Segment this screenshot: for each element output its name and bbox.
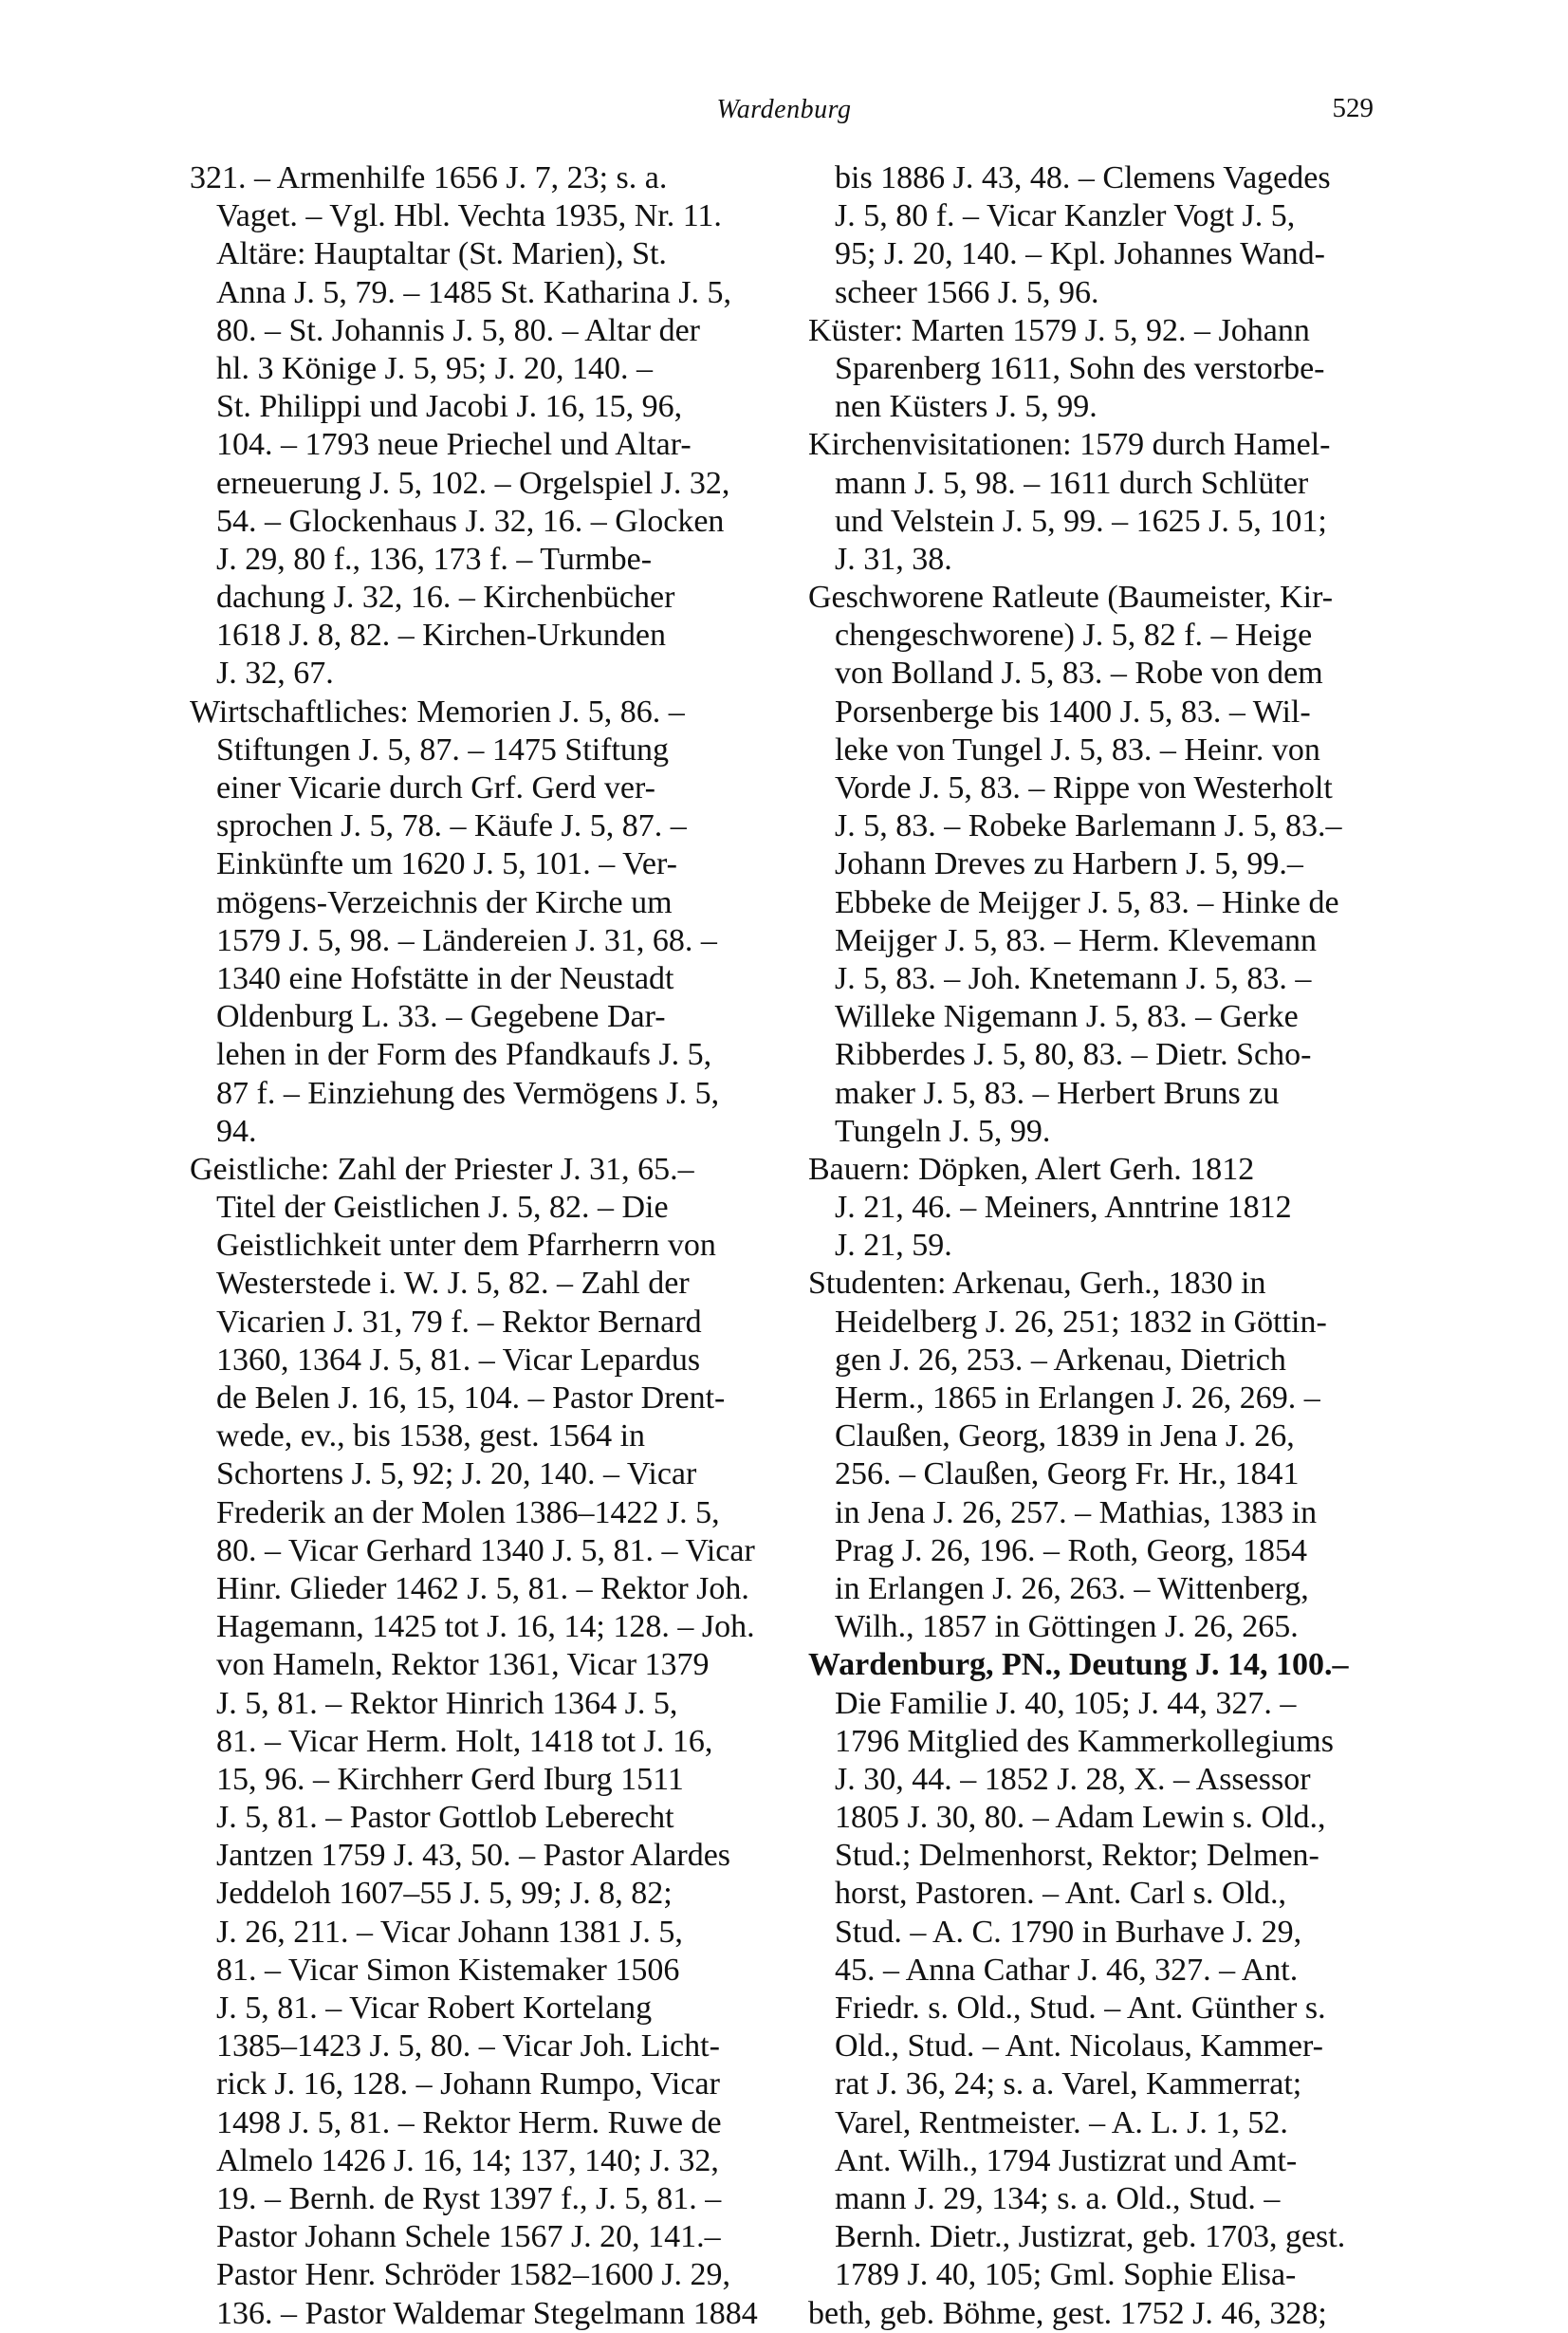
index-line: Titel der Geistlichen J. 5, 82. – Die (216, 1190, 669, 1226)
index-line: J. 29, 80 f., 136, 173 f. – Turmbe- (216, 541, 653, 577)
index-line: einer Vicarie durch Grf. Gerd ver- (216, 770, 655, 805)
index-line: Hinr. Glieder 1462 J. 5, 81. – Rektor Joh. (216, 1570, 749, 1606)
index-line: scheer 1566 J. 5, 96. (835, 274, 1099, 310)
index-line: Wilh., 1857 in Göttingen J. 26, 265. (835, 1609, 1299, 1645)
index-line: Pastor Johann Schele 1567 J. 20, 141.– (216, 2219, 721, 2255)
index-line: 81. – Vicar Simon Kistemaker 1506 (216, 1952, 680, 1988)
index-line: 1340 eine Hofstätte in der Neustadt (216, 960, 674, 996)
index-line: 1579 J. 5, 98. – Ländereien J. 31, 68. – (216, 922, 717, 958)
index-line: Ebbeke de Meijger J. 5, 83. – Hinke de (835, 884, 1339, 920)
index-line: rat J. 36, 24; s. a. Varel, Kammerrat; (835, 2066, 1302, 2102)
index-line: Stud. – A. C. 1790 in Burhave J. 29, (835, 1914, 1302, 1950)
index-line: de Belen J. 16, 15, 104. – Pastor Drent- (216, 1380, 726, 1416)
index-line: Claußen, Georg, 1839 in Jena J. 26, (835, 1418, 1295, 1454)
index-line: rick J. 16, 128. – Johann Rumpo, Vicar (216, 2066, 720, 2102)
index-line: Anna J. 5, 79. – 1485 St. Katharina J. 5, (216, 274, 732, 310)
index-line: Geistlichkeit unter dem Pfarrherrn von (216, 1228, 716, 1264)
index-line: 136. – Pastor Waldemar Stegelmann 1884 (216, 2295, 758, 2331)
index-line: 1385–1423 J. 5, 80. – Vicar Joh. Licht- (216, 2028, 720, 2065)
index-line: sprochen J. 5, 78. – Käufe J. 5, 87. – (216, 808, 687, 844)
index-line: Schortens J. 5, 92; J. 20, 140. – Vicar (216, 1456, 697, 1492)
index-line: mann J. 5, 98. – 1611 durch Schlüter (835, 465, 1309, 501)
index-line: Johann Dreves zu Harbern J. 5, 99.– (835, 846, 1303, 882)
index-line: 1796 Mitglied des Kammerkollegiums (835, 1723, 1334, 1759)
index-line: Meijger J. 5, 83. – Herm. Klevemann (835, 922, 1317, 958)
index-line: 94. (216, 1113, 257, 1149)
index-line: bis 1886 J. 43, 48. – Clemens Vagedes (835, 160, 1331, 195)
page-number: 529 (1332, 93, 1374, 123)
index-line: Porsenberge bis 1400 J. 5, 83. – Wil- (835, 694, 1311, 730)
index-line: 87 f. – Einziehung des Vermögens J. 5, (216, 1075, 720, 1111)
running-header-title: Wardenburg (716, 95, 852, 124)
index-line: Old., Stud. – Ant. Nicolaus, Kammer- (835, 2028, 1323, 2065)
index-line: Stiftungen J. 5, 87. – 1475 Stiftung (216, 731, 669, 768)
index-line: 95; J. 20, 140. – Kpl. Johannes Wand- (835, 236, 1325, 272)
index-line: Willeke Nigemann J. 5, 83. – Gerke (835, 999, 1299, 1035)
index-line: Sparenberg 1611, Sohn des verstorbe- (835, 350, 1325, 386)
index-line: Jeddeloh 1607–55 J. 5, 99; J. 8, 82; (216, 1876, 673, 1912)
index-line: 1498 J. 5, 81. – Rektor Herm. Ruwe de (216, 2104, 722, 2140)
index-line: Westerstede i. W. J. 5, 82. – Zahl der (216, 1266, 690, 1302)
index-line: Heidelberg J. 26, 251; 1832 in Göttin- (835, 1304, 1327, 1340)
index-line: J. 5, 81. – Vicar Robert Kortelang (216, 1990, 653, 2026)
index-line: Vicarien J. 31, 79 f. – Rektor Bernard (216, 1304, 702, 1340)
index-line: J. 30, 44. – 1852 J. 28, X. – Assessor (835, 1761, 1311, 1797)
index-line: 80. – St. Johannis J. 5, 80. – Altar der (216, 312, 700, 348)
index-line: J. 31, 38. (835, 541, 952, 577)
index-line: 15, 96. – Kirchherr Gerd Iburg 1511 (216, 1761, 684, 1797)
index-line: Studenten: Arkenau, Gerh., 1830 in (808, 1266, 1266, 1302)
index-line: J. 5, 81. – Rektor Hinrich 1364 J. 5, (216, 1685, 678, 1721)
index-line: Oldenburg L. 33. – Gegebene Dar- (216, 999, 666, 1035)
index-line: Geistliche: Zahl der Priester J. 31, 65.– (190, 1151, 694, 1187)
index-line: 81. – Vicar Herm. Holt, 1418 tot J. 16, (216, 1723, 713, 1759)
index-line: Bernh. Dietr., Justizrat, geb. 1703, gest. (835, 2219, 1346, 2255)
index-line: 1360, 1364 J. 5, 81. – Vicar Lepardus (216, 1342, 701, 1378)
index-line: 54. – Glockenhaus J. 32, 16. – Glocken (216, 503, 725, 539)
index-line: Frederik an der Molen 1386–1422 J. 5, (216, 1494, 720, 1530)
index-line: 1618 J. 8, 82. – Kirchen-Urkunden (216, 618, 667, 654)
index-line: J. 5, 80 f. – Vicar Kanzler Vogt J. 5, (835, 198, 1296, 234)
index-line: 80. – Vicar Gerhard 1340 J. 5, 81. – Vicar (216, 1532, 755, 1568)
index-line: Hagemann, 1425 tot J. 16, 14; 128. – Joh. (216, 1609, 755, 1645)
index-line: Einkünfte um 1620 J. 5, 101. – Ver- (216, 846, 677, 882)
index-line: mögens-Verzeichnis der Kirche um (216, 884, 673, 920)
index-line: mann J. 29, 134; s. a. Old., Stud. – (835, 2180, 1281, 2216)
index-column-left (190, 159, 758, 2333)
index-line: wede, ev., bis 1538, gest. 1564 in (216, 1418, 646, 1454)
index-line: J. 21, 46. – Meiners, Anntrine 1812 (835, 1190, 1292, 1226)
index-line: Wardenburg, PN., Deutung J. 14, 100.– (808, 1647, 1349, 1683)
index-line: Varel, Rentmeister. – A. L. J. 1, 52. (835, 2104, 1288, 2140)
index-line: von Bolland J. 5, 83. – Robe von dem (835, 656, 1323, 692)
index-line: Stud.; Delmenhorst, Rektor; Delmen- (835, 1838, 1319, 1874)
index-line: Friedr. s. Old., Stud. – Ant. Günther s. (835, 1990, 1326, 2026)
index-line: 1789 J. 40, 105; Gml. Sophie Elisa- (835, 2257, 1297, 2293)
index-line: J. 21, 59. (835, 1228, 952, 1264)
index-line: Vorde J. 5, 83. – Rippe von Westerholt (835, 770, 1333, 805)
index-line: dachung J. 32, 16. – Kirchenbücher (216, 580, 675, 616)
index-line: Küster: Marten 1579 J. 5, 92. – Johann (808, 312, 1310, 348)
index-line: Ant. Wilh., 1794 Justizrat und Amt- (835, 2142, 1298, 2178)
index-line: 256. – Claußen, Georg Fr. Hr., 1841 (835, 1456, 1300, 1492)
index-line: maker J. 5, 83. – Herbert Bruns zu (835, 1075, 1280, 1111)
index-line: Jantzen 1759 J. 43, 50. – Pastor Alardes (216, 1838, 731, 1874)
index-column-right (808, 159, 1368, 2333)
index-line: Herm., 1865 in Erlangen J. 26, 269. – (835, 1380, 1320, 1416)
index-line: Geschworene Ratleute (Baumeister, Kir- (808, 580, 1334, 616)
index-line: Kirchenvisitationen: 1579 durch Hamel- (808, 427, 1331, 463)
index-line: 19. – Bernh. de Ryst 1397 f., J. 5, 81. – (216, 2180, 722, 2216)
index-line: Vaget. – Vgl. Hbl. Vechta 1935, Nr. 11. (216, 198, 722, 234)
index-line: Altäre: Hauptaltar (St. Marien), St. (216, 236, 667, 272)
index-line: Almelo 1426 J. 16, 14; 137, 140; J. 32, (216, 2142, 719, 2178)
index-line: Die Familie J. 40, 105; J. 44, 327. – (835, 1685, 1297, 1721)
index-line: nen Küsters J. 5, 99. (835, 389, 1098, 425)
index-line: leke von Tungel J. 5, 83. – Heinr. von (835, 731, 1320, 768)
index-line: Pastor Henr. Schröder 1582–1600 J. 29, (216, 2257, 731, 2293)
index-line: J. 5, 83. – Joh. Knetemann J. 5, 83. – (835, 960, 1312, 996)
index-line: J. 26, 211. – Vicar Johann 1381 J. 5, (216, 1914, 683, 1950)
index-line: in Jena J. 26, 257. – Mathias, 1383 in (835, 1494, 1318, 1530)
index-line: 321. – Armenhilfe 1656 J. 7, 23; s. a. (190, 160, 668, 195)
index-line: St. Philippi und Jacobi J. 16, 15, 96, (216, 389, 683, 425)
index-line: hl. 3 Könige J. 5, 95; J. 20, 140. – (216, 350, 653, 386)
index-line: 1805 J. 30, 80. – Adam Lewin s. Old., (835, 1800, 1326, 1836)
index-line: von Hameln, Rektor 1361, Vicar 1379 (216, 1647, 710, 1683)
index-line: Bauern: Döpken, Alert Gerh. 1812 (808, 1151, 1255, 1187)
index-line: Ribberdes J. 5, 80, 83. – Dietr. Scho- (835, 1037, 1312, 1073)
index-line: chengeschworene) J. 5, 82 f. – Heige (835, 618, 1313, 654)
index-line: Prag J. 26, 196. – Roth, Georg, 1854 (835, 1532, 1308, 1568)
index-line: in Erlangen J. 26, 263. – Wittenberg, (835, 1570, 1309, 1606)
index-line: Tungeln J. 5, 99. (835, 1113, 1051, 1149)
index-line: J. 5, 83. – Robeke Barlemann J. 5, 83.– (835, 808, 1342, 844)
index-line: 45. – Anna Cathar J. 46, 327. – Ant. (835, 1952, 1299, 1988)
index-line: horst, Pastoren. – Ant. Carl s. Old., (835, 1876, 1286, 1912)
index-line: gen J. 26, 253. – Arkenau, Dietrich (835, 1342, 1286, 1378)
index-line: J. 5, 81. – Pastor Gottlob Leberecht (216, 1800, 674, 1836)
index-line: 104. – 1793 neue Priechel und Altar- (216, 427, 692, 463)
index-line: Wirtschaftliches: Memorien J. 5, 86. – (190, 694, 685, 730)
index-line: und Velstein J. 5, 99. – 1625 J. 5, 101; (835, 503, 1327, 539)
index-line: beth, geb. Böhme, gest. 1752 J. 46, 328; (808, 2295, 1327, 2331)
index-line: erneuerung J. 5, 102. – Orgelspiel J. 32, (216, 465, 730, 501)
index-line: lehen in der Form des Pfandkaufs J. 5, (216, 1037, 712, 1073)
index-line: J. 32, 67. (216, 656, 334, 692)
